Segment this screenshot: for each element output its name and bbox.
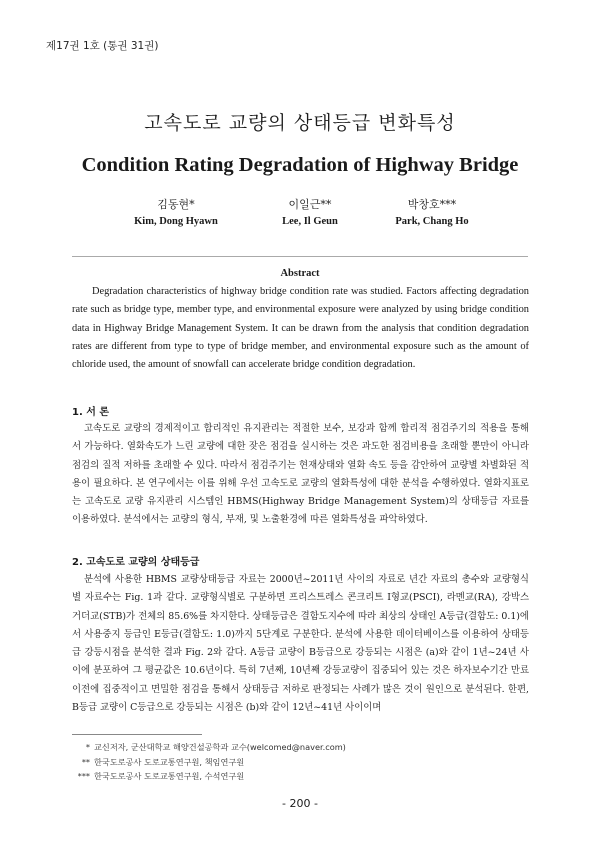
paper-title-english: Condition Rating Degradation of Highway Bridge	[81, 154, 519, 176]
section-body-introduction: 고속도로 교량의 경제적이고 합리적인 유지관리는 적절한 보수, 보강과 함께 합리적 점검주기의 적용을 통해서 가능하다. 열화속도가 느린 교량에 대한 잦은 점검을 실시하는 것은 과도한 점검비용을 초래할 뿐만이 아니라 점검의 질적 저하를 초래할 수 있다. 따라서 점검주기는 현재상태와 열화 속도 등을 감안하여 교량별 차별화된 적용이 필요하다. 본 연구에서는 이를 위해 우선 고속도로 교량의 열화특성에 대한 분석을 수행하였다. 열화지표로는 고속도로 교량 유지관리 시스템인 HBMS(Highway Bridge Management System)의 상태등급 자료를 이용하였다. 분석에서는 교량의 형식, 부재, 및 노출환경에 따른 열화특성을 파악하였다.	[72, 423, 529, 526]
page-number: - 200 -	[282, 797, 318, 810]
author-3	[352, 196, 512, 227]
footnote	[72, 740, 346, 755]
section-heading-introduction: 1. 서 론	[72, 407, 110, 418]
footnote-text: 한국도로공사 도로교통연구원, 수석연구원	[94, 771, 245, 781]
journal-issue-header: 제17권 1호 (통권 31권)	[46, 40, 159, 52]
abstract-divider	[72, 256, 528, 257]
section-heading-condition-rating: 2. 고속도로 교량의 상태등급	[72, 557, 200, 568]
footnote-mark: ***	[77, 771, 90, 781]
footnote-mark: *	[85, 742, 90, 752]
author-name-korean: 김동현*	[157, 198, 195, 211]
footnote-mark: **	[81, 756, 90, 767]
abstract-heading: Abstract	[280, 268, 320, 279]
section-body-condition-rating: 분석에 사용한 HBMS 교량상태등급 자료는 2000년~2011년 사이의 자료로 년간 자료의 총수와 교량형식별 자료수는 Fig. 1과 같다. 교량형식별로 구분하면 프리스트레스 콘크리트 I형교(PSCI), 라멘교(RA), 강박스거더교(STB)가 전체의 85.6%를 차지한다. 상태등급은 결함도지수에 따라 최상의 상태인 A등급(결함도: 0.1)에서 사용중지 등급인 E등급(결함도: 1.0)까지 5단계로 구분한다. 분석에 사용한 데이터베이스를 이용하여 상태등급 강등시점을 분석한 결과 Fig. 2와 같다. A등급 교량이 B등급으로 강등되는 시점은 (a)와 같이 1년~24년 사이에 분포하여 그 평균값은 10.6년이다. 특히 7년째, 10년째 강등교량이 집중되어 있는 것은 하자보수기간 만료 이전에 집중적이고 면밀한 점검을 통해서 상태등급 저하로 판정되는 사례가 많은 것이 원인으로 분석된다. 한편, B등급 교량이 C등급으로 강등되는 시점은 (b)와 같이 12년~41년 사이이며	[72, 574, 529, 714]
author-name-english: Kim, Dong Hyawn	[134, 216, 218, 227]
footnote	[72, 755, 346, 770]
author-name-english: Park, Chang Ho	[395, 216, 469, 227]
footnote-text: 한국도로공사 도로교통연구원, 책임연구원	[94, 756, 245, 767]
footnote	[72, 769, 346, 784]
author-name-english: Lee, Il Geun	[282, 216, 338, 227]
footnote-text: 교신저자, 군산대학교 해양건설공학과 교수(welcomed@naver.com)	[94, 742, 346, 752]
author-name-korean: 박창호***	[407, 198, 457, 211]
paper-title-korean: 고속도로 교량의 상태등급 변화특성	[144, 112, 456, 134]
abstract-body: Degradation characteristics of highway bridge condition rate was studied. Factors affecting degradation rate such as bridge type, member type, and environmental exposure were analyzed by using bridge condition data in Highway Bridge Management System. It can be drawn from the analysis that condition degradation rates are different from type to type of bridge member, and environmental exposure such as the amount of chloride used, the amount of snowfall can accelerate bridge condition degradation.	[72, 286, 529, 371]
footnote-divider	[72, 734, 202, 735]
author-name-korean: 이일근**	[288, 198, 332, 211]
footnotes	[72, 740, 346, 784]
